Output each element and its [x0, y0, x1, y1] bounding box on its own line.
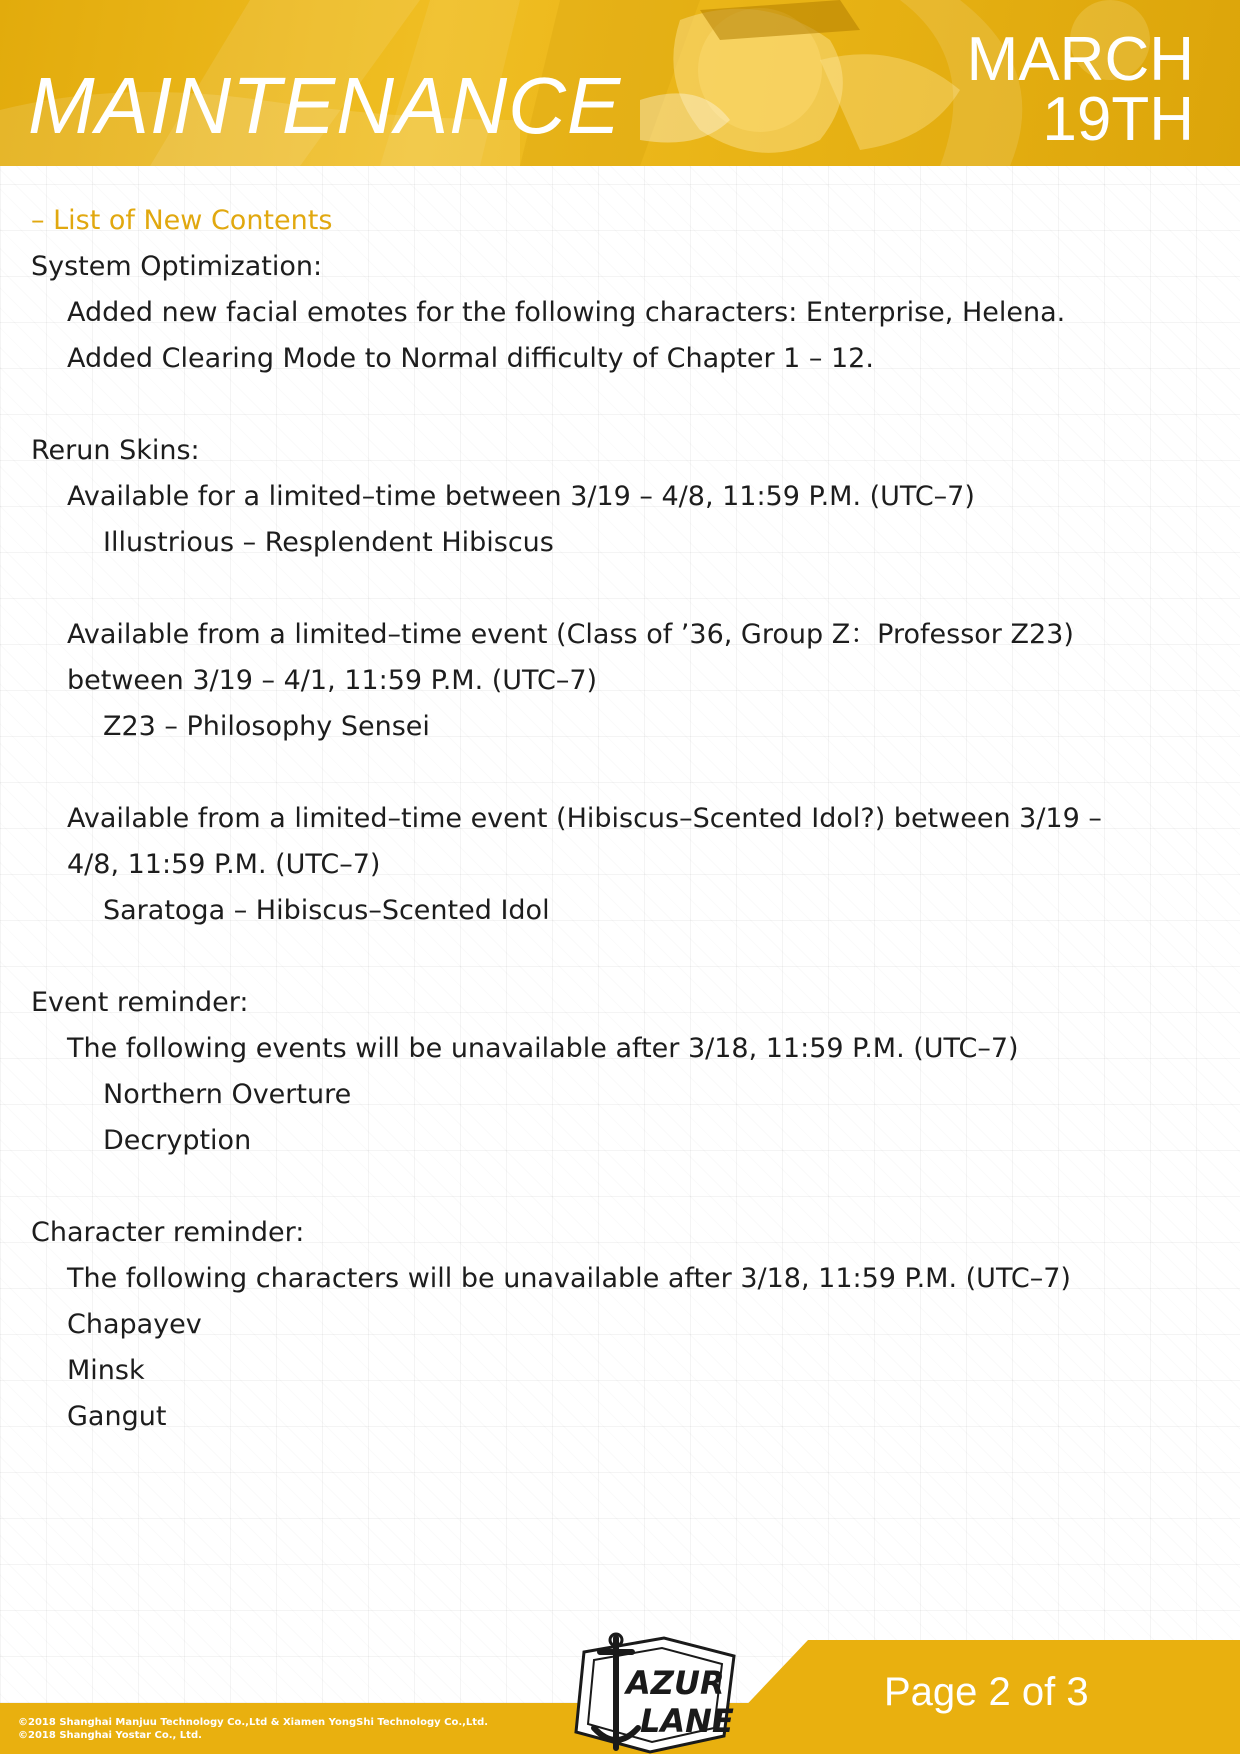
character-name: Chapayev: [67, 1309, 202, 1340]
copyright-line: ©2018 Shanghai Yostar Co., Ltd.: [18, 1730, 202, 1741]
list-item: Added Clearing Mode to Normal difficulty of Chapter 1 – 12.: [67, 343, 874, 374]
logo-text-lane: LANE: [640, 1702, 734, 1740]
skin-name: Illustrious – Resplendent Hibiscus: [103, 527, 554, 558]
maintenance-date: [894, 25, 1194, 154]
skin-availability: Available for a limited–time between 3/19 – 4/8, 11:59 P.M. (UTC–7): [67, 481, 975, 512]
patch-notes: [31, 198, 1201, 1440]
page-indicator: Page 2 of 3: [884, 1670, 1089, 1714]
event-name: Decryption: [103, 1125, 252, 1156]
skin-name: Z23 – Philosophy Sensei: [103, 711, 430, 742]
azur-lane-logo: [554, 1632, 764, 1754]
spacer: [31, 750, 1201, 796]
system-optimization-heading: System Optimization:: [31, 251, 323, 282]
section-label: – List of New Contents: [31, 205, 333, 236]
character-name: Gangut: [67, 1401, 167, 1432]
skin-availability: Available from a limited–time event (Hibiscus–Scented Idol?) between 3/19 –: [67, 803, 1102, 834]
logo-text-azur: AZUR: [626, 1664, 725, 1702]
rerun-skins-heading: Rerun Skins:: [31, 435, 200, 466]
character-reminder-heading: Character reminder:: [31, 1217, 305, 1248]
copyright-notice: [18, 1716, 488, 1742]
skin-availability: 4/8, 11:59 P.M. (UTC–7): [67, 849, 381, 880]
skin-availability: Available from a limited–time event (Class of ’36, Group Z：Professor Z23): [67, 619, 1074, 650]
date-month: MARCH: [966, 25, 1194, 94]
event-reminder-heading: Event reminder:: [31, 987, 249, 1018]
character-reminder-text: The following characters will be unavailable after 3/18, 11:59 P.M. (UTC–7): [67, 1263, 1071, 1294]
spacer: [31, 382, 1201, 428]
spacer: [31, 566, 1201, 612]
skin-availability: between 3/19 – 4/1, 11:59 P.M. (UTC–7): [67, 665, 598, 696]
spacer: [31, 934, 1201, 980]
copyright-line: ©2018 Shanghai Manjuu Technology Co.,Ltd & Xiamen YongShi Technology Co.,Ltd.: [18, 1717, 489, 1728]
header-banner: [0, 0, 1240, 166]
spacer: [31, 1164, 1201, 1210]
date-day: 19TH: [1042, 85, 1194, 154]
page-title: MAINTENANCE: [28, 61, 622, 150]
event-name: Northern Overture: [103, 1079, 352, 1110]
list-item: Added new facial emotes for the following characters: Enterprise, Helena.: [67, 297, 1066, 328]
character-name: Minsk: [67, 1355, 145, 1386]
event-reminder-text: The following events will be unavailable after 3/18, 11:59 P.M. (UTC–7): [67, 1033, 1019, 1064]
skin-name: Saratoga – Hibiscus–Scented Idol: [103, 895, 550, 926]
